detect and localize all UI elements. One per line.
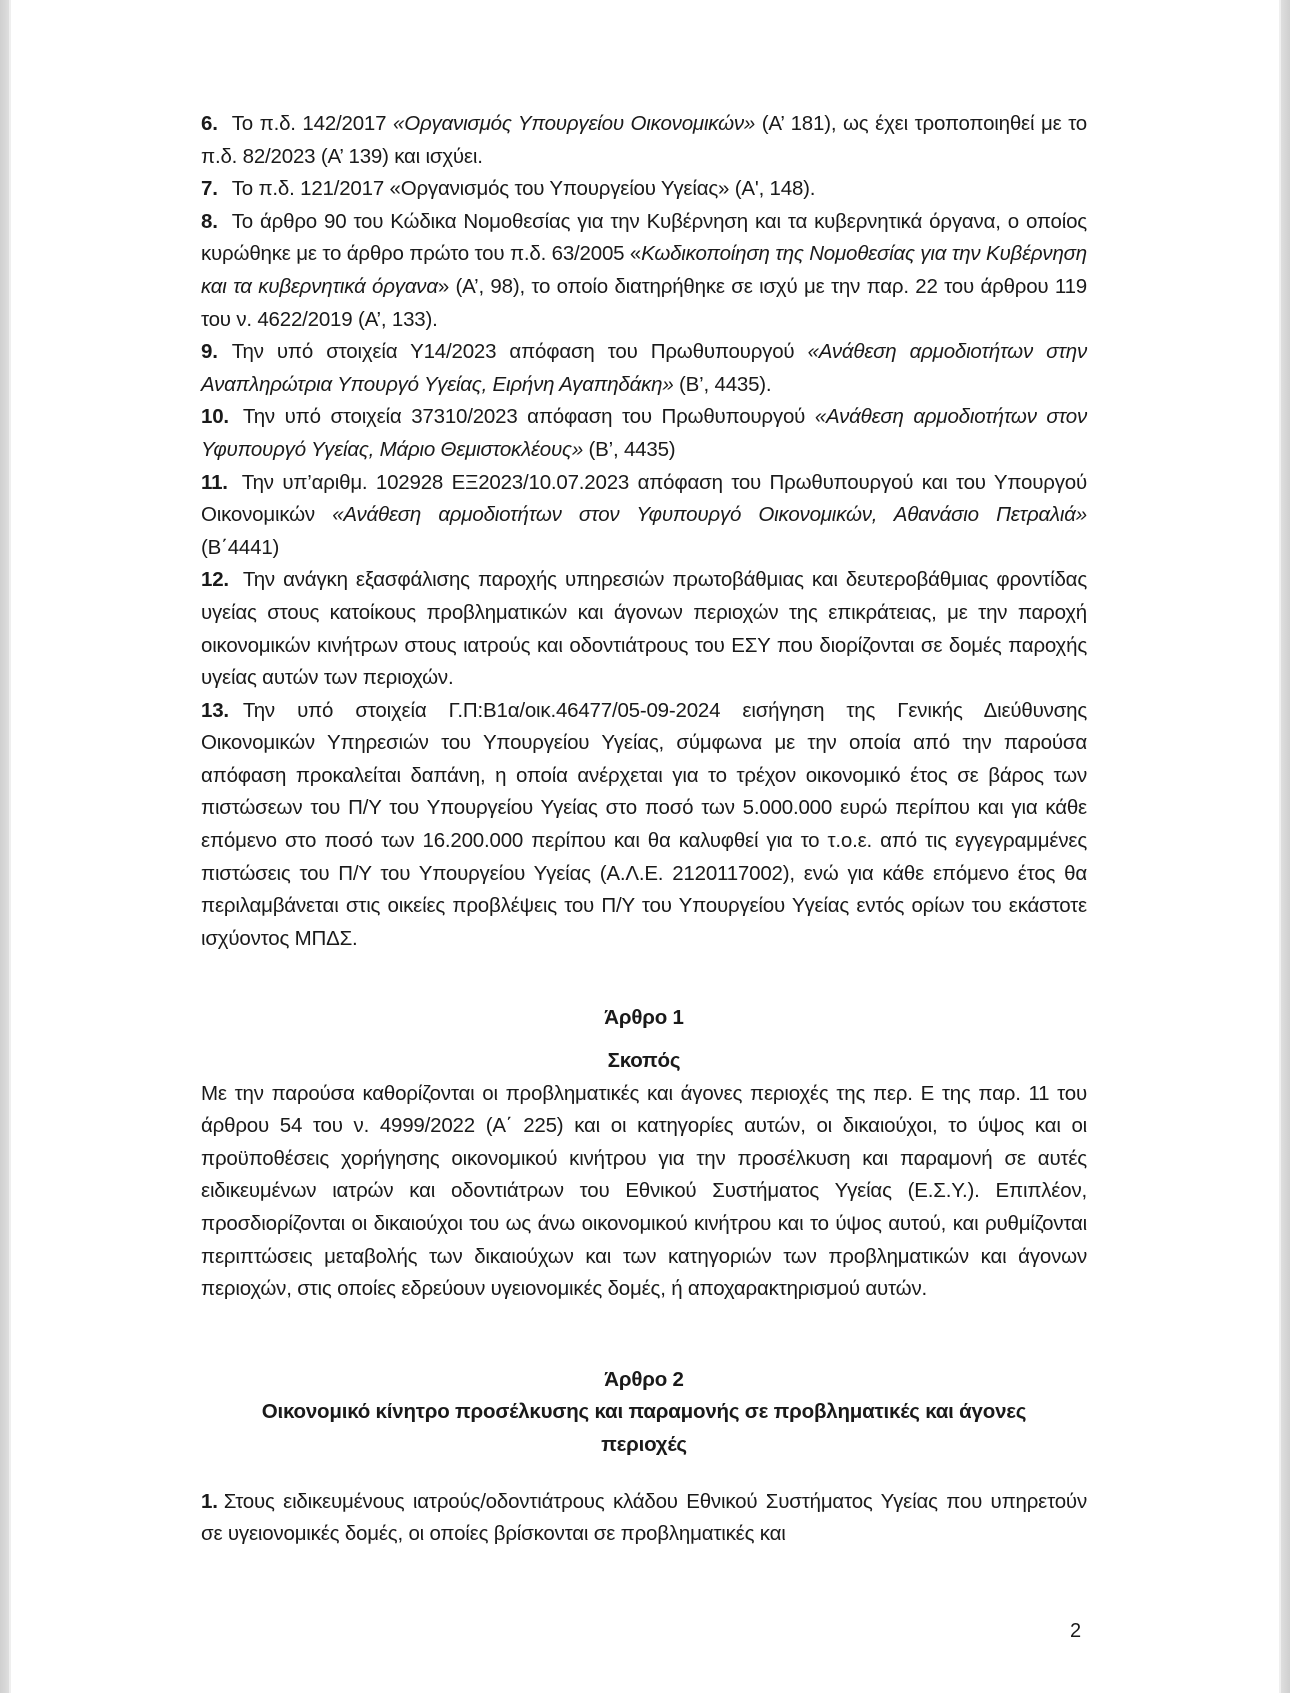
- recitals-list: [201, 108, 1087, 955]
- recital-item: [201, 467, 1087, 565]
- recital-text: Το π.δ. 142/2017: [231, 112, 393, 135]
- recital-text: Την υπ’αριθμ. 102928 ΕΞ2023/10.07.2023 απόφαση του Πρωθυπουργού και του Υπουργού Οικονομικών: [201, 470, 1087, 527]
- page-number: 2: [1070, 1620, 1082, 1642]
- recital-title-italic: Κωδικοποίηση της Νομοθεσίας για την Κυβέρνηση και τα κυβερνητικά όργανα: [201, 242, 1087, 298]
- recital-text: (Β’, 4435).: [673, 372, 772, 396]
- recital-text: Το άρθρο 90 του Κώδικα Νομοθεσίας για την Κυβέρνηση και τα κυβερνητικά όργανα, ο οποίος κυρώθηκε με το άρθρο πρώτο του π.δ. 63/2005 «: [201, 209, 1087, 266]
- recital-title-italic: «Οργανισμός Υπουργείου Οικονομικών»: [393, 112, 756, 135]
- article-2-title: Άρθρο 2: [604, 1367, 684, 1391]
- recital-number: 7.: [201, 177, 218, 201]
- article-2-subtitle: Οικονομικό κίνητρο προσέλκυσης και παραμονής σε προβληματικές και άγονες περιοχές: [261, 1400, 1027, 1456]
- paragraph-number: 1.: [201, 1489, 218, 1513]
- article-1-subtitle: Σκοπός: [607, 1049, 681, 1073]
- recital-number: 10.: [201, 405, 229, 429]
- recital-text: (Β΄4441): [201, 535, 280, 559]
- recital-number: 8.: [201, 209, 218, 233]
- recital-item: [201, 173, 1087, 206]
- recital-title-italic: «Ανάθεση αρμοδιοτήτων στον Υφυπουργό Οικονομικών, Αθανάσιο Πετραλιά»: [332, 503, 1087, 527]
- recital-text: Το π.δ. 121/2017 «Οργανισμός του Υπουργείου Υγείας» (Α', 148).: [231, 177, 816, 201]
- recital-number: 9.: [201, 340, 218, 364]
- recital-number: 6.: [201, 112, 218, 135]
- recital-item: [201, 695, 1087, 956]
- recital-item: [201, 336, 1087, 401]
- article-1-body: Με την παρούσα καθορίζονται οι προβληματικές και άγονες περιοχές της περ. Ε της παρ. 11 του άρθρου 54 του ν. 4999/2022 (Α΄ 225) και οι κατηγορίες αυτών, οι δικαιούχοι, το ύψος και οι προϋποθέσεις χορήγησης οικονομικού κινήτρου για την προσέλκυση και παραμονή σε αυτές ειδικευμένων ιατρών και οδοντιάτρων του Εθνικού Συστήματος Υγείας (Ε.Σ.Υ.). Επιπλέον, προσδιορίζονται οι δικαιούχοι του ως άνω οικονομικού κινήτρου και το ύψος αυτού, και ρυθμίζονται περιπτώσεις μεταβολής των δικαιούχων και των κατηγοριών των προβληματικών και άγονων περιοχών, στις οποίες εδρεύουν υγειονομικές δομές, ή αποχαρακτηρισμού αυτών.: [201, 1081, 1087, 1301]
- recital-item: [201, 401, 1087, 466]
- recital-item: [201, 206, 1087, 336]
- article-1-title: Άρθρο 1: [604, 1006, 684, 1030]
- paragraph-text: Στους ειδικευμένους ιατρούς/οδοντιάτρους κλάδου Εθνικού Συστήματος Υγείας που υπηρετούν σε υγειονομικές δομές, οι οποίες βρίσκονται σε προβληματικές και: [201, 1489, 1087, 1546]
- recital-text: Την υπό στοιχεία Γ.Π:Β1α/οικ.46477/05-09-2024 εισήγηση της Γενικής Διεύθυνσης Οικονομικών Υπηρεσιών του Υπουργείου Υγείας, σύμφωνα με την οποία από την παρούσα απόφαση προκαλείται δαπάνη, η οποία ανέρχεται για το τρέχον οικονομικό έτος σε βάρος των πιστώσεων του Π/Υ του Υπουργείου Υγείας στο ποσό των 5.000.000 ευρώ περίπου και για κάθε επόμενο στο ποσό των 16.200.000 περίπου και θα καλυφθεί για το τ.ο.ε. από τις εγγεγραμμένες πιστώσεις του Π/Υ του Υπουργείου Υγείας (Α.Λ.Ε. 2120117002), ενώ για κάθε επόμενο έτος θα περιλαμβάνεται στις οικείες προβλέψεις του Π/Υ του Υπουργείου Υγείας εντός ορίων του εκάστοτε ισχύοντος ΜΠΔΣ.: [201, 698, 1087, 950]
- recital-item: [201, 108, 1087, 173]
- recital-number: 13.: [201, 698, 229, 722]
- recital-number: 12.: [201, 568, 229, 592]
- article-2-paragraph-1: [201, 1486, 1087, 1551]
- recital-title-italic: «Ανάθεση αρμοδιοτήτων στον Υφυπουργό Υγείας, Μάριο Θεμιστοκλέους»: [201, 405, 1087, 461]
- document-page: [201, 108, 1087, 1551]
- recital-item: [201, 564, 1087, 694]
- recital-text: (Β’, 4435): [583, 437, 676, 461]
- recital-text: » (Α’, 98), το οποίο διατηρήθηκε σε ισχύ με την παρ. 22 του άρθρου 119 του ν. 4622/2019 (Α’, 133).: [201, 274, 1087, 331]
- recital-text: Την υπό στοιχεία Υ14/2023 απόφαση του Πρωθυπουργού: [231, 340, 808, 364]
- recital-title-italic: «Ανάθεση αρμοδιοτήτων στην Αναπληρώτρια Υπουργό Υγείας, Ειρήνη Αγαπηδάκη»: [201, 340, 1087, 396]
- recital-text: Την ανάγκη εξασφάλισης παροχής υπηρεσιών πρωτοβάθμιας και δευτεροβάθμιας φροντίδας υγείας στους κατοίκους προβληματικών και άγονων περιοχών της επικράτειας, με την παροχή οικονομικών κινήτρων στους ιατρούς και οδοντιάτρους του ΕΣΥ που διορίζονται σε δομές παροχής υγείας αυτών των περιοχών.: [201, 568, 1087, 690]
- recital-text: Την υπό στοιχεία 37310/2023 απόφαση του Πρωθυπουργού: [242, 405, 815, 429]
- page-edge-right: [1281, 0, 1290, 1693]
- recital-text: (Α’ 181), ως έχει τροποποιηθεί με το π.δ. 82/2023 (Α’ 139) και ισχύει.: [201, 112, 1087, 168]
- recital-number: 11.: [201, 470, 228, 494]
- page-edge-left: [0, 0, 9, 1693]
